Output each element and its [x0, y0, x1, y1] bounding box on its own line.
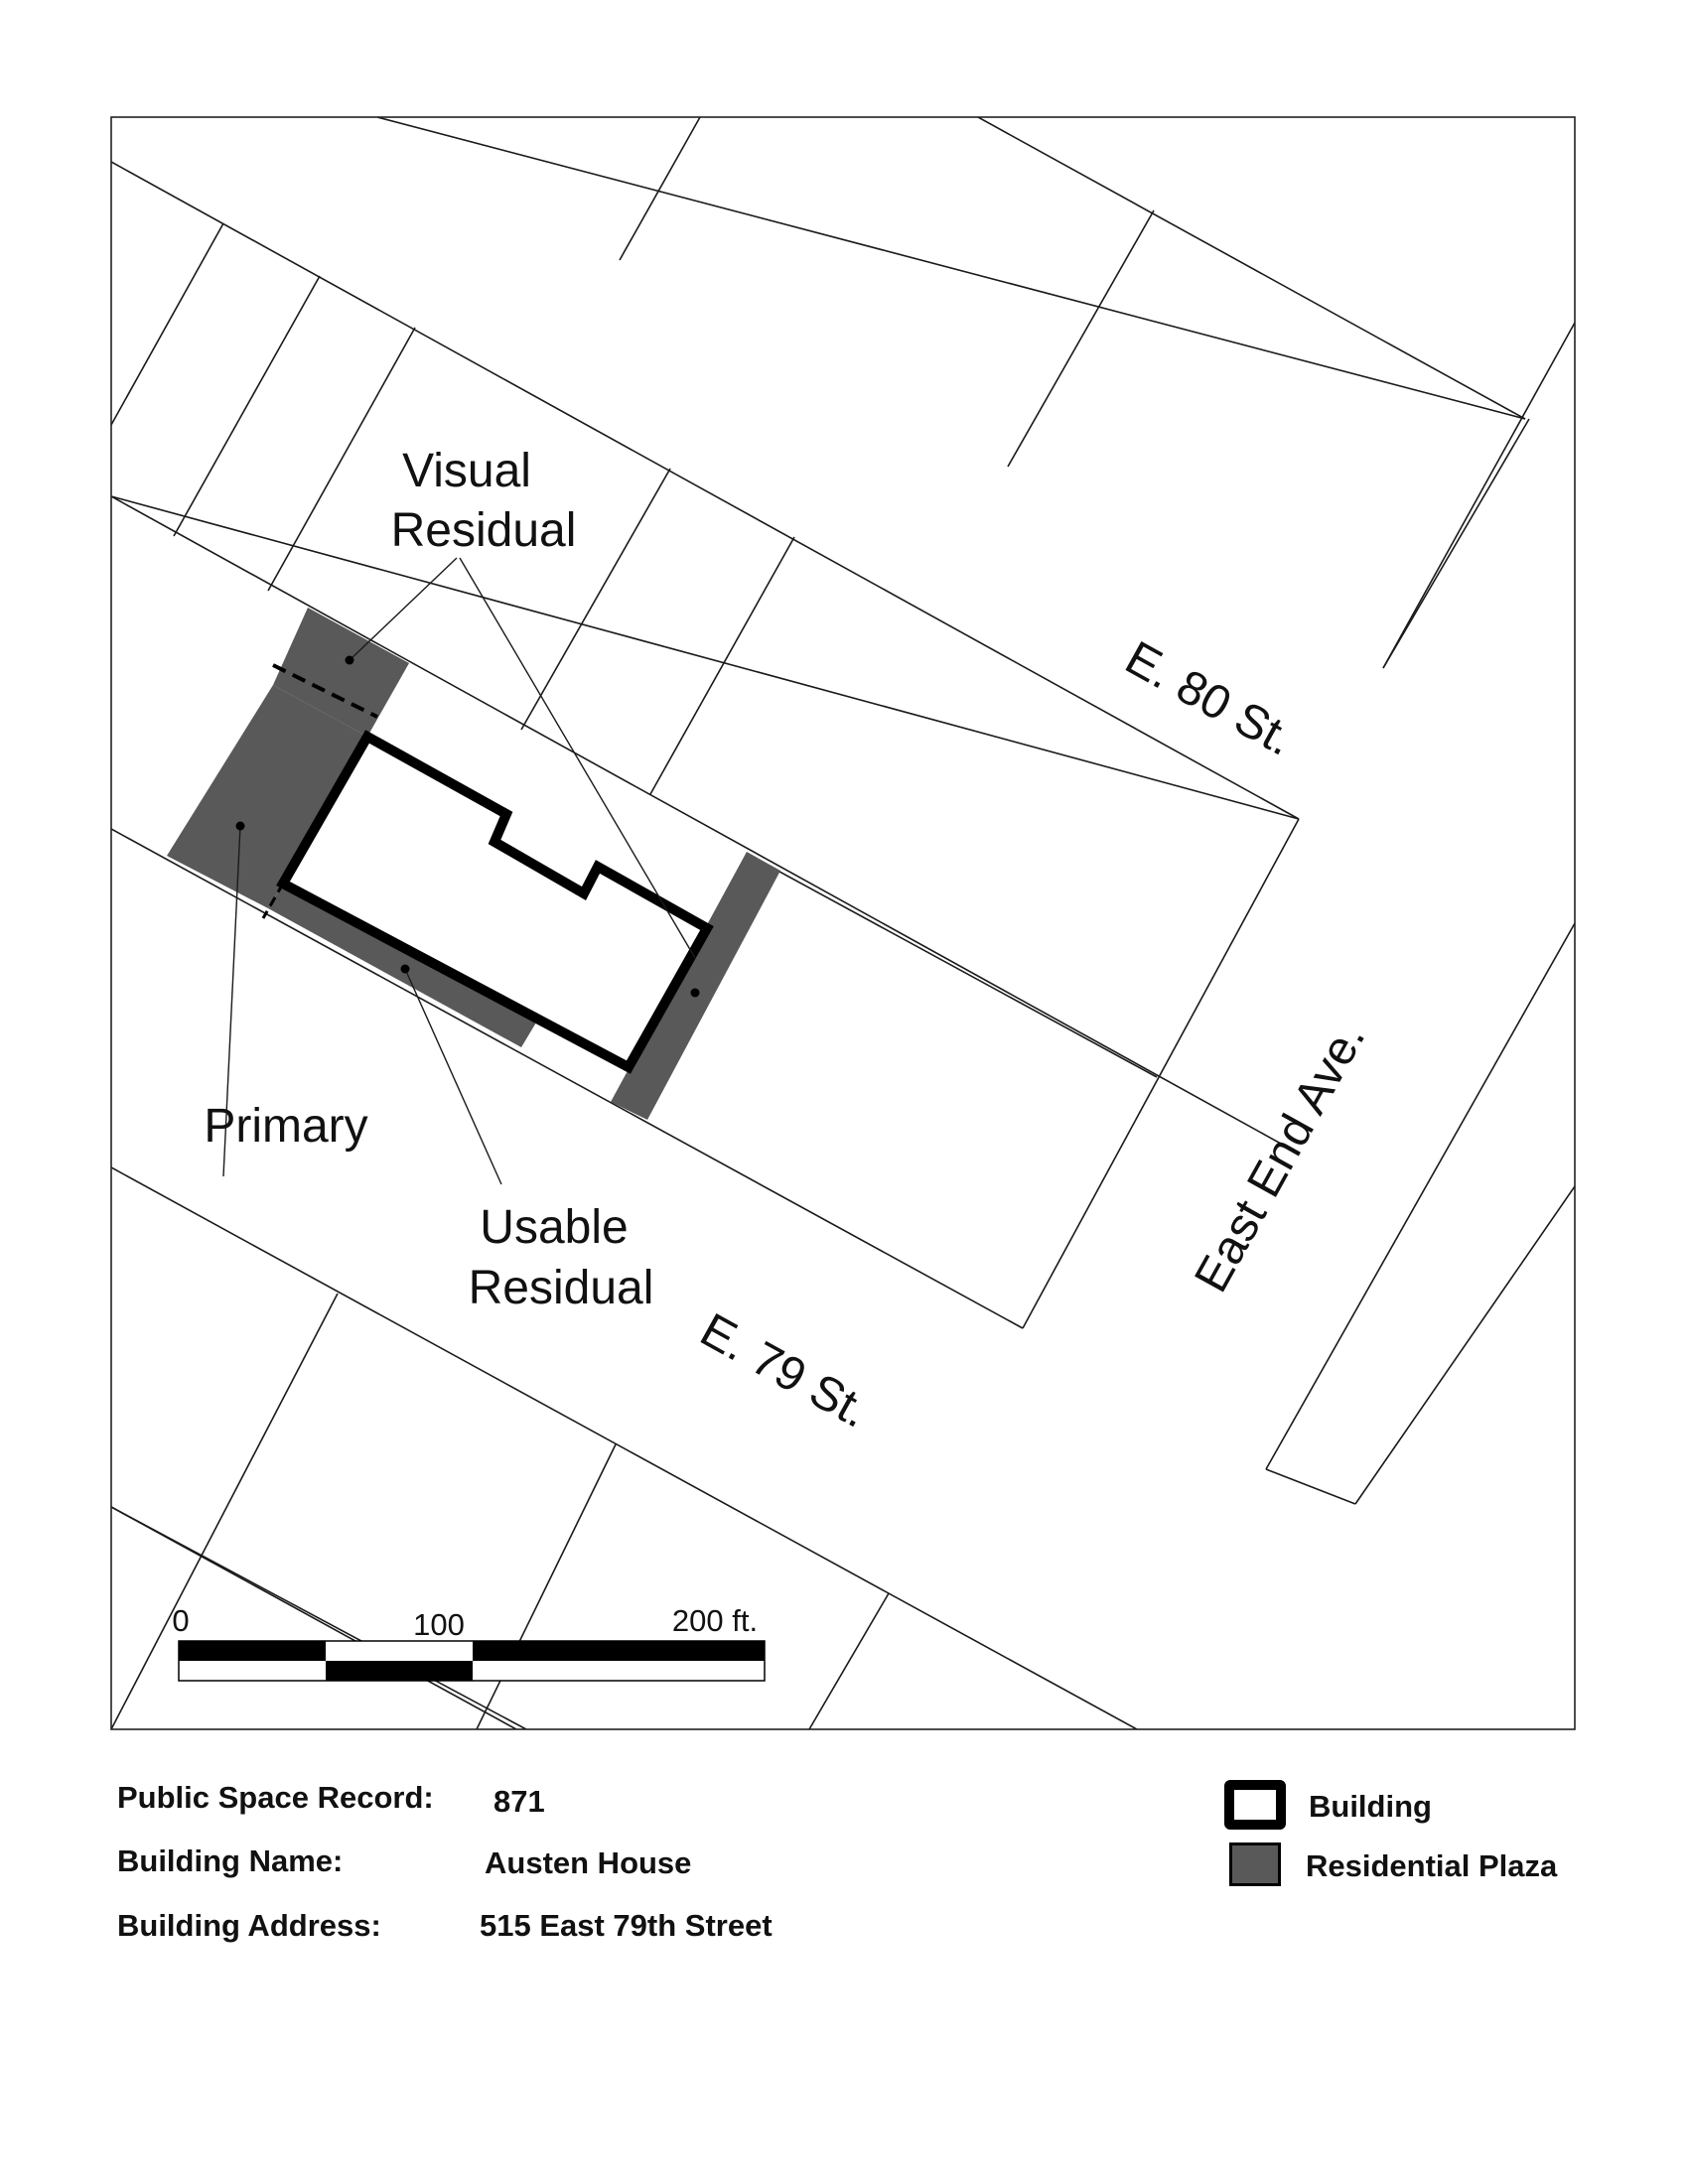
- label-visual-residual-line1: Visual: [402, 445, 531, 497]
- label-usable-residual-line2: Residual: [468, 1262, 654, 1314]
- label-primary: Primary: [204, 1100, 368, 1153]
- scale-tick-200: 200 ft.: [671, 1603, 759, 1638]
- legend-building-swatch: [1224, 1780, 1286, 1830]
- street-label-e79: E. 79 St.: [691, 1303, 878, 1438]
- building-name-label: Building Name:: [117, 1843, 344, 1878]
- scale-tick-0: 0: [172, 1603, 190, 1638]
- street-label-e80: E. 80 St.: [1116, 631, 1303, 766]
- label-usable-residual-line1: Usable: [480, 1201, 629, 1254]
- legend-residential-plaza-label: Residential Plaza: [1306, 1848, 1558, 1883]
- street-label-east-end-ave: East End Ave.: [1185, 1014, 1376, 1301]
- building-address-label: Building Address:: [117, 1908, 381, 1943]
- building-name-value: Austen House: [485, 1845, 692, 1880]
- legend-residential-plaza-swatch: [1229, 1843, 1281, 1886]
- building-address-value: 515 East 79th Street: [480, 1908, 773, 1943]
- record-label: Public Space Record:: [117, 1780, 434, 1815]
- scale-bar: [172, 1603, 765, 1681]
- legend-building-label: Building: [1309, 1789, 1432, 1824]
- record-value: 871: [493, 1784, 545, 1819]
- label-visual-residual-line2: Residual: [390, 504, 577, 557]
- scale-tick-100: 100: [413, 1607, 465, 1642]
